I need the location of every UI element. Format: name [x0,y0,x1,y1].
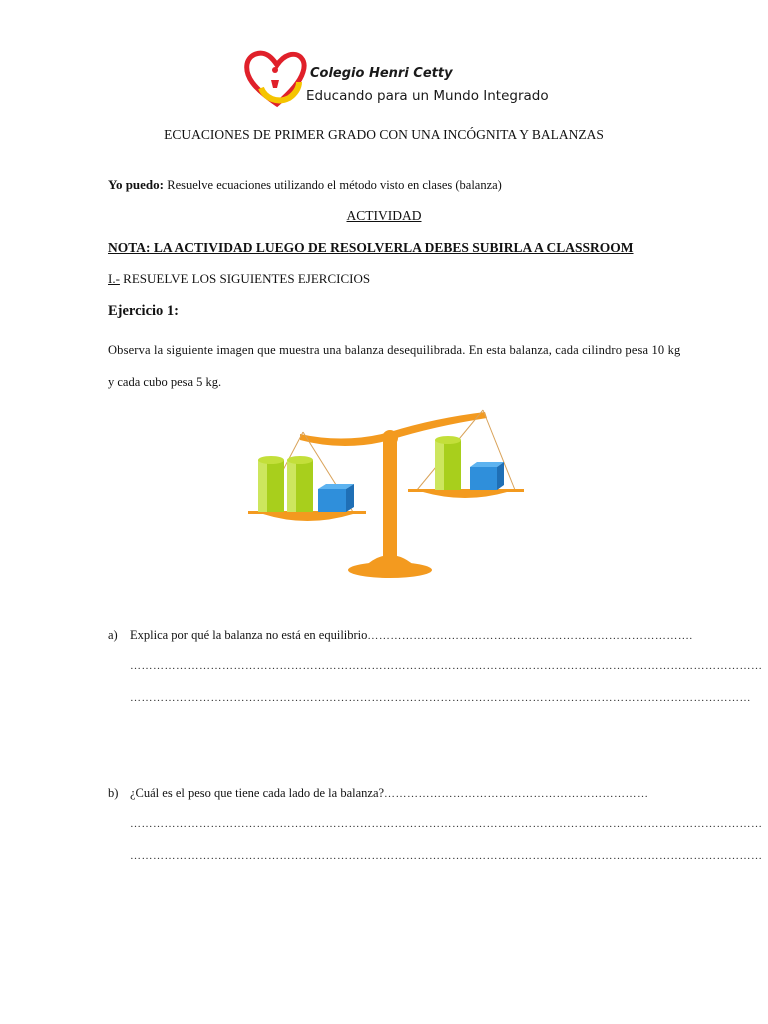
document-title: ECUACIONES DE PRIMER GRADO CON UNA INCÓGNITA Y BALANZAS [164,127,604,142]
section-heading [108,271,370,287]
note-text: NOTA: LA ACTIVIDAD LUEGO DE RESOLVERLA DEBES SUBIRLA A CLASSROOM [108,240,634,255]
answer-line-b-1: …………………………………………………………… [384,788,649,800]
cylinder-left-2 [287,456,313,512]
school-motto: Educando para un Mundo Integrado [306,88,549,104]
question-a-letter: a) [108,628,118,642]
cube-right [470,462,504,490]
observation-line-2: y cada cubo pesa 5 kg. [108,375,222,389]
scale-pillar [383,442,397,562]
answer-line-a-2: ………………………………………………………………………………………………………………………………………………… [130,660,763,672]
section-title: RESUELVE LOS SIGUIENTES EJERCICIOS [119,271,371,286]
question-b-text: ¿Cuál es el peso que tiene cada lado de la balanza? [130,786,385,800]
question-b [130,786,649,801]
cylinder-right [435,436,461,490]
cylinder-left-1 [258,456,284,512]
objective-text: Resuelve ecuaciones utilizando el método visto en clases (balanza) [167,178,502,192]
cube-left [318,484,354,512]
heart-logo-icon [243,48,313,108]
school-name: Colegio Henri Cetty [310,66,453,81]
section-number: I.- [108,271,120,286]
question-a-text: Explica por qué la balanza no está en equilibrio [130,628,368,642]
learning-objective [108,177,502,193]
answer-line-b-2: ………………………………………………………………………………………………………………………………………………… [130,818,763,830]
observation-line-1: Observa la siguiente imagen que muestra una balanza desequilibrada. En esta balanza, cada cilindro pesa 10 kg [108,343,681,357]
objective-label: Yo puedo: [108,177,164,192]
answer-line-b-3: ………………………………………………………………………………………………………………………………………………… [130,850,763,862]
exercise-title: Ejercicio 1: [108,303,179,319]
balance-scale-illustration [245,392,535,584]
right-pan [408,489,524,492]
answer-line-a-3: ……………………………………………………………………………………………………………………………………………… [130,692,751,704]
activity-heading: ACTIVIDAD [346,208,422,223]
answer-line-a-1: …………………………………………………………………………. [367,630,693,642]
question-a [130,628,693,643]
question-b-letter: b) [108,786,119,800]
